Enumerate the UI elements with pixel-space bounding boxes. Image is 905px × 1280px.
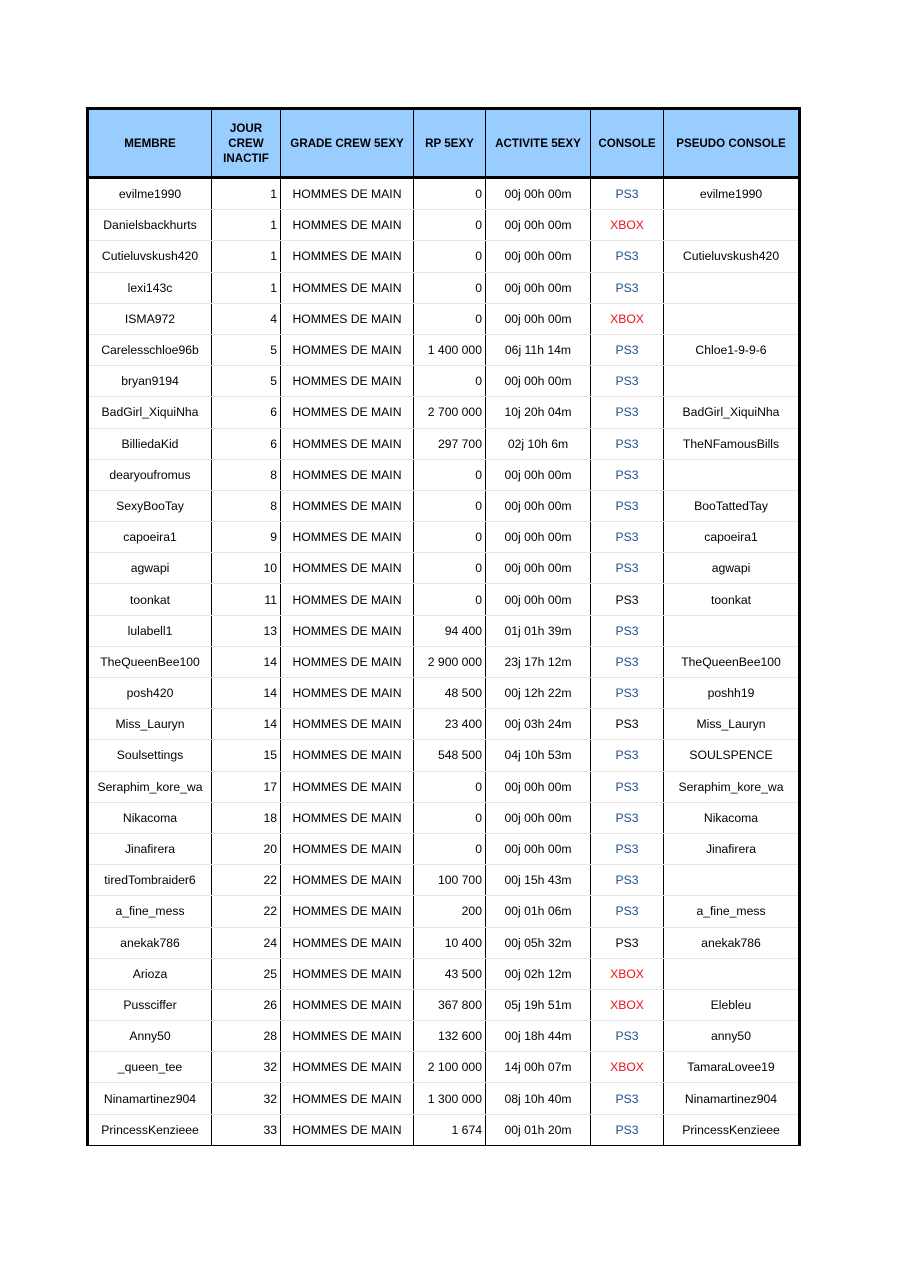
- cell-rp: 0: [414, 490, 486, 521]
- cell-rp: 0: [414, 366, 486, 397]
- cell-pseudo-console: Chloe1-9-9-6: [664, 334, 800, 365]
- cell-activite: 06j 11h 14m: [486, 334, 591, 365]
- cell-rp: 2 900 000: [414, 646, 486, 677]
- cell-jour-inactif: 32: [212, 1083, 281, 1114]
- cell-rp: 0: [414, 303, 486, 334]
- header-pseudo-console: PSEUDO CONSOLE: [664, 109, 800, 178]
- header-rp: RP 5EXY: [414, 109, 486, 178]
- table-row: [88, 771, 800, 802]
- cell-console: PS3: [591, 709, 664, 740]
- cell-membre: Jinafirera: [88, 833, 212, 864]
- cell-console: XBOX: [591, 958, 664, 989]
- cell-pseudo-console: poshh19: [664, 678, 800, 709]
- table-row: [88, 553, 800, 584]
- cell-activite: 04j 10h 53m: [486, 740, 591, 771]
- table-row: [88, 459, 800, 490]
- cell-grade: HOMMES DE MAIN: [281, 210, 414, 241]
- table-row: [88, 584, 800, 615]
- cell-pseudo-console: agwapi: [664, 553, 800, 584]
- table-row: [88, 615, 800, 646]
- header-grade-crew: GRADE CREW 5EXY: [281, 109, 414, 178]
- cell-membre: Ninamartinez904: [88, 1083, 212, 1114]
- cell-rp: 297 700: [414, 428, 486, 459]
- table-row: [88, 1083, 800, 1114]
- cell-activite: 00j 01h 20m: [486, 1114, 591, 1145]
- header-membre: MEMBRE: [88, 109, 212, 178]
- cell-pseudo-console: TheQueenBee100: [664, 646, 800, 677]
- cell-grade: HOMMES DE MAIN: [281, 428, 414, 459]
- cell-jour-inactif: 33: [212, 1114, 281, 1145]
- cell-pseudo-console: evilme1990: [664, 178, 800, 210]
- cell-jour-inactif: 8: [212, 459, 281, 490]
- table-row: [88, 709, 800, 740]
- cell-console: XBOX: [591, 303, 664, 334]
- cell-pseudo-console: Elebleu: [664, 989, 800, 1020]
- cell-membre: BadGirl_XiquiNha: [88, 397, 212, 428]
- cell-grade: HOMMES DE MAIN: [281, 584, 414, 615]
- cell-grade: HOMMES DE MAIN: [281, 771, 414, 802]
- header-row: [88, 109, 800, 178]
- table-row: [88, 178, 800, 210]
- cell-pseudo-console: [664, 615, 800, 646]
- cell-pseudo-console: Nikacoma: [664, 802, 800, 833]
- table-row: [88, 896, 800, 927]
- cell-membre: _queen_tee: [88, 1052, 212, 1083]
- cell-grade: HOMMES DE MAIN: [281, 272, 414, 303]
- cell-jour-inactif: 11: [212, 584, 281, 615]
- cell-console: PS3: [591, 678, 664, 709]
- cell-console: PS3: [591, 241, 664, 272]
- cell-membre: a_fine_mess: [88, 896, 212, 927]
- cell-grade: HOMMES DE MAIN: [281, 678, 414, 709]
- cell-grade: HOMMES DE MAIN: [281, 1052, 414, 1083]
- cell-console: PS3: [591, 1083, 664, 1114]
- cell-console: XBOX: [591, 989, 664, 1020]
- cell-pseudo-console: [664, 865, 800, 896]
- cell-membre: anekak786: [88, 927, 212, 958]
- cell-rp: 10 400: [414, 927, 486, 958]
- table-row: [88, 428, 800, 459]
- cell-membre: bryan9194: [88, 366, 212, 397]
- cell-jour-inactif: 6: [212, 428, 281, 459]
- cell-console: PS3: [591, 896, 664, 927]
- cell-membre: BilliedaKid: [88, 428, 212, 459]
- cell-grade: HOMMES DE MAIN: [281, 740, 414, 771]
- cell-rp: 43 500: [414, 958, 486, 989]
- cell-jour-inactif: 6: [212, 397, 281, 428]
- cell-pseudo-console: Cutieluvskush420: [664, 241, 800, 272]
- cell-membre: Danielsbackhurts: [88, 210, 212, 241]
- table-row: [88, 272, 800, 303]
- cell-activite: 08j 10h 40m: [486, 1083, 591, 1114]
- cell-pseudo-console: [664, 303, 800, 334]
- cell-activite: 02j 10h 6m: [486, 428, 591, 459]
- cell-rp: 0: [414, 241, 486, 272]
- cell-pseudo-console: toonkat: [664, 584, 800, 615]
- cell-grade: HOMMES DE MAIN: [281, 553, 414, 584]
- cell-jour-inactif: 1: [212, 210, 281, 241]
- cell-console: PS3: [591, 802, 664, 833]
- cell-membre: lexi143c: [88, 272, 212, 303]
- cell-rp: 0: [414, 272, 486, 303]
- table-body: [88, 178, 800, 1146]
- table-row: [88, 334, 800, 365]
- cell-jour-inactif: 17: [212, 771, 281, 802]
- table-row: [88, 958, 800, 989]
- cell-activite: 00j 00h 00m: [486, 553, 591, 584]
- cell-membre: Seraphim_kore_wa: [88, 771, 212, 802]
- cell-grade: HOMMES DE MAIN: [281, 459, 414, 490]
- cell-grade: HOMMES DE MAIN: [281, 1021, 414, 1052]
- cell-activite: 00j 00h 00m: [486, 210, 591, 241]
- cell-grade: HOMMES DE MAIN: [281, 865, 414, 896]
- cell-rp: 0: [414, 584, 486, 615]
- cell-console: XBOX: [591, 1052, 664, 1083]
- cell-grade: HOMMES DE MAIN: [281, 709, 414, 740]
- cell-console: PS3: [591, 584, 664, 615]
- table-row: [88, 646, 800, 677]
- cell-rp: 2 700 000: [414, 397, 486, 428]
- cell-rp: 367 800: [414, 989, 486, 1020]
- cell-activite: 00j 00h 00m: [486, 833, 591, 864]
- cell-jour-inactif: 28: [212, 1021, 281, 1052]
- cell-console: PS3: [591, 366, 664, 397]
- cell-activite: 00j 00h 00m: [486, 459, 591, 490]
- cell-membre: ISMA972: [88, 303, 212, 334]
- cell-jour-inactif: 9: [212, 522, 281, 553]
- cell-grade: HOMMES DE MAIN: [281, 989, 414, 1020]
- cell-rp: 0: [414, 210, 486, 241]
- cell-pseudo-console: TheNFamousBills: [664, 428, 800, 459]
- header-activite: ACTIVITE 5EXY: [486, 109, 591, 178]
- cell-rp: 0: [414, 802, 486, 833]
- cell-console: PS3: [591, 178, 664, 210]
- cell-jour-inactif: 5: [212, 366, 281, 397]
- table-row: [88, 678, 800, 709]
- cell-activite: 05j 19h 51m: [486, 989, 591, 1020]
- cell-membre: toonkat: [88, 584, 212, 615]
- cell-grade: HOMMES DE MAIN: [281, 522, 414, 553]
- table-row: [88, 522, 800, 553]
- cell-membre: posh420: [88, 678, 212, 709]
- cell-console: PS3: [591, 272, 664, 303]
- cell-jour-inactif: 20: [212, 833, 281, 864]
- cell-activite: 00j 00h 00m: [486, 366, 591, 397]
- cell-pseudo-console: [664, 459, 800, 490]
- cell-grade: HOMMES DE MAIN: [281, 303, 414, 334]
- cell-membre: Carelesschloe96b: [88, 334, 212, 365]
- cell-console: PS3: [591, 428, 664, 459]
- cell-console: PS3: [591, 522, 664, 553]
- cell-activite: 00j 05h 32m: [486, 927, 591, 958]
- cell-membre: dearyoufromus: [88, 459, 212, 490]
- cell-rp: 548 500: [414, 740, 486, 771]
- cell-activite: 00j 18h 44m: [486, 1021, 591, 1052]
- cell-jour-inactif: 13: [212, 615, 281, 646]
- cell-rp: 200: [414, 896, 486, 927]
- cell-console: PS3: [591, 927, 664, 958]
- cell-rp: 0: [414, 553, 486, 584]
- cell-activite: 23j 17h 12m: [486, 646, 591, 677]
- cell-pseudo-console: Ninamartinez904: [664, 1083, 800, 1114]
- cell-activite: 01j 01h 39m: [486, 615, 591, 646]
- cell-grade: HOMMES DE MAIN: [281, 1114, 414, 1145]
- cell-pseudo-console: BooTattedTay: [664, 490, 800, 521]
- table-row: [88, 1114, 800, 1145]
- cell-pseudo-console: Jinafirera: [664, 833, 800, 864]
- cell-jour-inactif: 26: [212, 989, 281, 1020]
- cell-activite: 00j 00h 00m: [486, 771, 591, 802]
- cell-grade: HOMMES DE MAIN: [281, 366, 414, 397]
- cell-rp: 1 674: [414, 1114, 486, 1145]
- cell-membre: Nikacoma: [88, 802, 212, 833]
- header-jour-crew-inactif: JOUR CREW INACTIF: [212, 109, 281, 178]
- cell-membre: TheQueenBee100: [88, 646, 212, 677]
- crew-members-table: [86, 107, 801, 1146]
- cell-membre: lulabell1: [88, 615, 212, 646]
- header-console: CONSOLE: [591, 109, 664, 178]
- cell-console: PS3: [591, 1021, 664, 1052]
- cell-pseudo-console: [664, 272, 800, 303]
- cell-activite: 00j 00h 00m: [486, 802, 591, 833]
- cell-rp: 94 400: [414, 615, 486, 646]
- cell-pseudo-console: [664, 210, 800, 241]
- cell-pseudo-console: [664, 958, 800, 989]
- cell-jour-inactif: 5: [212, 334, 281, 365]
- cell-grade: HOMMES DE MAIN: [281, 490, 414, 521]
- cell-membre: capoeira1: [88, 522, 212, 553]
- cell-grade: HOMMES DE MAIN: [281, 927, 414, 958]
- table-row: [88, 490, 800, 521]
- cell-membre: Pussciffer: [88, 989, 212, 1020]
- cell-jour-inactif: 22: [212, 865, 281, 896]
- cell-jour-inactif: 14: [212, 709, 281, 740]
- cell-jour-inactif: 1: [212, 241, 281, 272]
- cell-pseudo-console: anekak786: [664, 927, 800, 958]
- cell-console: PS3: [591, 646, 664, 677]
- cell-rp: 1 300 000: [414, 1083, 486, 1114]
- cell-console: PS3: [591, 459, 664, 490]
- cell-jour-inactif: 8: [212, 490, 281, 521]
- cell-activite: 00j 01h 06m: [486, 896, 591, 927]
- table-row: [88, 865, 800, 896]
- cell-console: PS3: [591, 833, 664, 864]
- cell-activite: 10j 20h 04m: [486, 397, 591, 428]
- cell-membre: tiredTombraider6: [88, 865, 212, 896]
- cell-jour-inactif: 25: [212, 958, 281, 989]
- table-row: [88, 989, 800, 1020]
- cell-activite: 00j 00h 00m: [486, 178, 591, 210]
- cell-jour-inactif: 15: [212, 740, 281, 771]
- cell-pseudo-console: a_fine_mess: [664, 896, 800, 927]
- cell-jour-inactif: 32: [212, 1052, 281, 1083]
- cell-rp: 2 100 000: [414, 1052, 486, 1083]
- cell-grade: HOMMES DE MAIN: [281, 615, 414, 646]
- cell-activite: 00j 03h 24m: [486, 709, 591, 740]
- table-row: [88, 241, 800, 272]
- cell-pseudo-console: TamaraLovee19: [664, 1052, 800, 1083]
- cell-grade: HOMMES DE MAIN: [281, 802, 414, 833]
- cell-jour-inactif: 10: [212, 553, 281, 584]
- cell-console: PS3: [591, 865, 664, 896]
- table-row: [88, 1052, 800, 1083]
- cell-console: PS3: [591, 1114, 664, 1145]
- cell-rp: 1 400 000: [414, 334, 486, 365]
- table-row: [88, 927, 800, 958]
- cell-console: PS3: [591, 490, 664, 521]
- table-row: [88, 210, 800, 241]
- table-row: [88, 740, 800, 771]
- table-row: [88, 397, 800, 428]
- table-row: [88, 303, 800, 334]
- cell-activite: 14j 00h 07m: [486, 1052, 591, 1083]
- cell-grade: HOMMES DE MAIN: [281, 958, 414, 989]
- cell-rp: 132 600: [414, 1021, 486, 1052]
- cell-membre: agwapi: [88, 553, 212, 584]
- cell-console: PS3: [591, 771, 664, 802]
- cell-rp: 48 500: [414, 678, 486, 709]
- cell-rp: 0: [414, 771, 486, 802]
- cell-activite: 00j 00h 00m: [486, 490, 591, 521]
- cell-pseudo-console: capoeira1: [664, 522, 800, 553]
- cell-rp: 0: [414, 178, 486, 210]
- cell-grade: HOMMES DE MAIN: [281, 178, 414, 210]
- cell-activite: 00j 02h 12m: [486, 958, 591, 989]
- table-row: [88, 833, 800, 864]
- cell-jour-inactif: 1: [212, 178, 281, 210]
- cell-grade: HOMMES DE MAIN: [281, 397, 414, 428]
- cell-console: XBOX: [591, 210, 664, 241]
- cell-console: PS3: [591, 397, 664, 428]
- cell-activite: 00j 00h 00m: [486, 241, 591, 272]
- cell-rp: 0: [414, 522, 486, 553]
- cell-activite: 00j 15h 43m: [486, 865, 591, 896]
- table-row: [88, 802, 800, 833]
- cell-activite: 00j 00h 00m: [486, 522, 591, 553]
- cell-membre: SexyBooTay: [88, 490, 212, 521]
- cell-jour-inactif: 18: [212, 802, 281, 833]
- cell-membre: Arioza: [88, 958, 212, 989]
- cell-membre: Miss_Lauryn: [88, 709, 212, 740]
- cell-pseudo-console: SOULSPENCE: [664, 740, 800, 771]
- cell-activite: 00j 00h 00m: [486, 303, 591, 334]
- cell-grade: HOMMES DE MAIN: [281, 646, 414, 677]
- cell-rp: 100 700: [414, 865, 486, 896]
- cell-membre: Soulsettings: [88, 740, 212, 771]
- cell-pseudo-console: Seraphim_kore_wa: [664, 771, 800, 802]
- cell-console: PS3: [591, 615, 664, 646]
- cell-jour-inactif: 24: [212, 927, 281, 958]
- cell-pseudo-console: BadGirl_XiquiNha: [664, 397, 800, 428]
- table-header: [88, 109, 800, 178]
- cell-console: PS3: [591, 740, 664, 771]
- cell-jour-inactif: 14: [212, 646, 281, 677]
- cell-activite: 00j 00h 00m: [486, 272, 591, 303]
- cell-grade: HOMMES DE MAIN: [281, 833, 414, 864]
- cell-pseudo-console: PrincessKenzieee: [664, 1114, 800, 1145]
- cell-jour-inactif: 22: [212, 896, 281, 927]
- cell-jour-inactif: 4: [212, 303, 281, 334]
- cell-pseudo-console: anny50: [664, 1021, 800, 1052]
- cell-rp: 0: [414, 833, 486, 864]
- cell-console: PS3: [591, 334, 664, 365]
- cell-membre: evilme1990: [88, 178, 212, 210]
- cell-console: PS3: [591, 553, 664, 584]
- cell-rp: 23 400: [414, 709, 486, 740]
- cell-jour-inactif: 1: [212, 272, 281, 303]
- cell-pseudo-console: Miss_Lauryn: [664, 709, 800, 740]
- cell-activite: 00j 00h 00m: [486, 584, 591, 615]
- cell-grade: HOMMES DE MAIN: [281, 1083, 414, 1114]
- cell-jour-inactif: 14: [212, 678, 281, 709]
- cell-membre: Cutieluvskush420: [88, 241, 212, 272]
- cell-membre: Anny50: [88, 1021, 212, 1052]
- cell-pseudo-console: [664, 366, 800, 397]
- cell-membre: PrincessKenzieee: [88, 1114, 212, 1145]
- cell-rp: 0: [414, 459, 486, 490]
- cell-grade: HOMMES DE MAIN: [281, 334, 414, 365]
- table-row: [88, 366, 800, 397]
- cell-activite: 00j 12h 22m: [486, 678, 591, 709]
- cell-grade: HOMMES DE MAIN: [281, 896, 414, 927]
- table-row: [88, 1021, 800, 1052]
- cell-grade: HOMMES DE MAIN: [281, 241, 414, 272]
